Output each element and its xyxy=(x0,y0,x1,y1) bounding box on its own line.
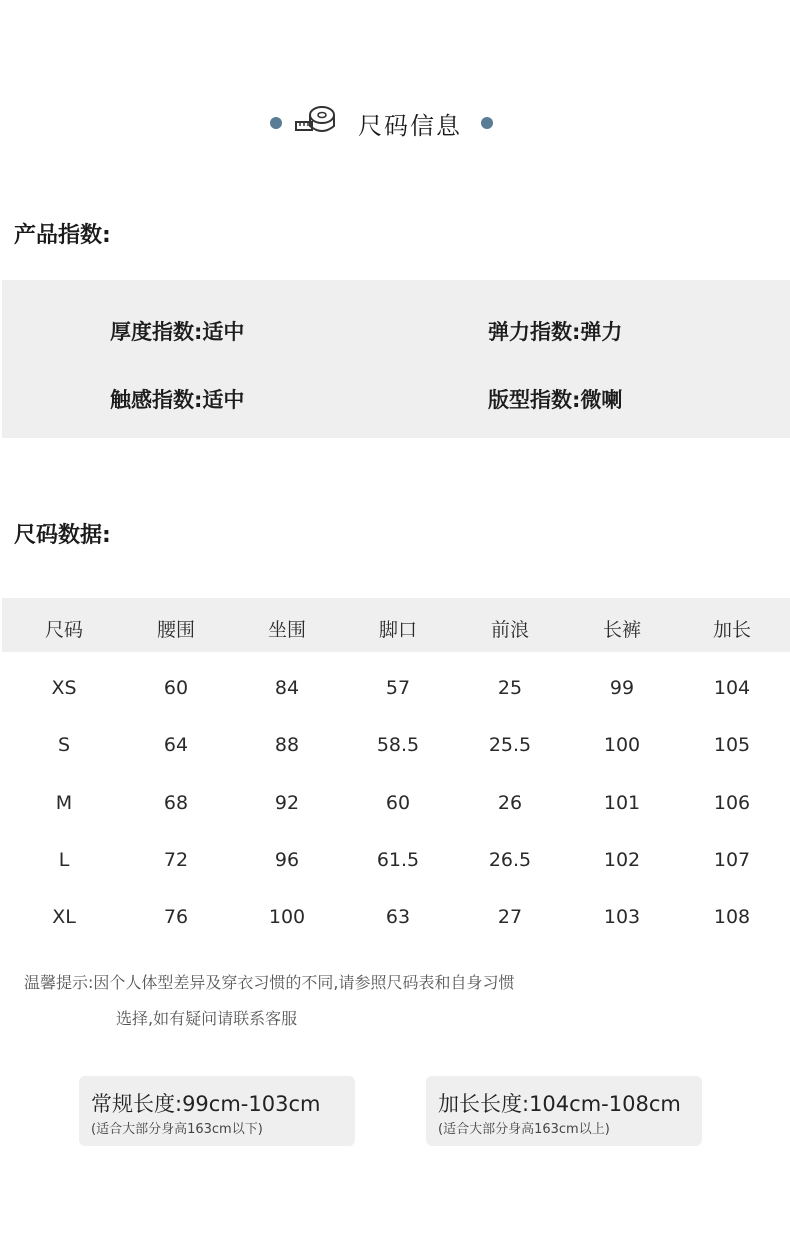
column-header-long-length: 加长 xyxy=(712,619,751,641)
table-cell: 88 xyxy=(274,734,300,756)
table-cell: 102 xyxy=(603,849,641,871)
table-cell: 107 xyxy=(713,849,751,871)
table-cell: 26 xyxy=(497,792,523,814)
table-cell: 100 xyxy=(268,906,306,928)
table-cell: 101 xyxy=(603,792,641,814)
column-header-front-rise: 前浪 xyxy=(490,619,529,641)
product-index-title: 产品指数: xyxy=(14,223,111,248)
table-cell: L xyxy=(58,849,70,871)
tip-line-1: 温馨提示:因个人体型差异及穿衣习惯的不同,请参照尺码表和自身习惯 xyxy=(24,973,515,992)
tape-measure-icon xyxy=(294,104,336,136)
regular-length-box xyxy=(79,1076,355,1146)
table-cell: 64 xyxy=(163,734,189,756)
fit-index: 版型指数:微喇 xyxy=(488,388,623,412)
table-row xyxy=(2,849,790,873)
table-cell: 26.5 xyxy=(488,849,532,871)
table-cell: 84 xyxy=(274,677,300,699)
thickness-index: 厚度指数:适中 xyxy=(110,320,245,344)
product-index-box xyxy=(2,280,790,438)
regular-length-label: 常规长度:99cm-103cm xyxy=(91,1092,321,1116)
column-header-regular-length: 长裤 xyxy=(602,619,641,641)
table-cell: 57 xyxy=(385,677,411,699)
table-cell: 25.5 xyxy=(488,734,532,756)
table-cell: 96 xyxy=(274,849,300,871)
table-cell: 72 xyxy=(163,849,189,871)
table-cell: M xyxy=(55,792,73,814)
table-cell: 58.5 xyxy=(376,734,420,756)
table-cell: 103 xyxy=(603,906,641,928)
table-cell: 104 xyxy=(713,677,751,699)
table-cell: 92 xyxy=(274,792,300,814)
table-cell: 60 xyxy=(163,677,189,699)
size-table-body xyxy=(2,652,790,942)
table-row xyxy=(2,792,790,816)
table-cell: 63 xyxy=(385,906,411,928)
table-row xyxy=(2,677,790,701)
table-cell: 60 xyxy=(385,792,411,814)
table-cell: 105 xyxy=(713,734,751,756)
column-header-size: 尺码 xyxy=(44,619,83,641)
size-data-title: 尺码数据: xyxy=(14,523,111,548)
long-length-box xyxy=(426,1076,702,1146)
table-cell: 61.5 xyxy=(376,849,420,871)
table-cell: 100 xyxy=(603,734,641,756)
table-cell: S xyxy=(57,734,71,756)
size-info-header xyxy=(0,100,790,148)
table-cell: XS xyxy=(51,677,77,699)
table-row xyxy=(2,734,790,758)
column-header-hip: 坐围 xyxy=(267,619,306,641)
long-length-label: 加长长度:104cm-108cm xyxy=(438,1092,681,1116)
table-cell: 76 xyxy=(163,906,189,928)
table-cell: 68 xyxy=(163,792,189,814)
table-row xyxy=(2,906,790,930)
table-cell: 99 xyxy=(609,677,635,699)
long-length-note: (适合大部分身高163cm以上) xyxy=(438,1122,610,1137)
table-cell: 25 xyxy=(497,677,523,699)
regular-length-note: (适合大部分身高163cm以下) xyxy=(91,1122,263,1137)
table-cell: 108 xyxy=(713,906,751,928)
left-dot-decoration xyxy=(270,117,282,129)
column-header-hem: 脚口 xyxy=(378,619,417,641)
table-cell: 27 xyxy=(497,906,523,928)
tip-line-2: 选择,如有疑问请联系客服 xyxy=(116,1009,298,1028)
right-dot-decoration xyxy=(481,117,493,129)
touch-index: 触感指数:适中 xyxy=(110,388,245,412)
size-table-header xyxy=(2,598,790,652)
column-header-waist: 腰围 xyxy=(156,619,195,641)
table-cell: XL xyxy=(52,906,76,928)
table-cell: 106 xyxy=(713,792,751,814)
page-title: 尺码信息 xyxy=(358,112,462,140)
elasticity-index: 弹力指数:弹力 xyxy=(488,320,623,344)
